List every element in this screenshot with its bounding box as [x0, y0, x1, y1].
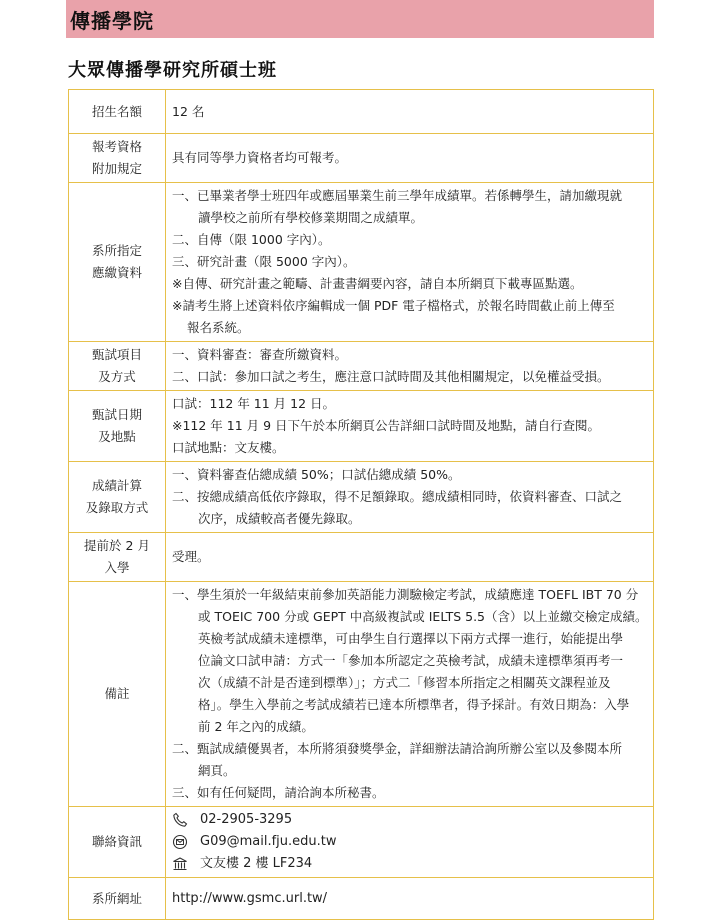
table-row-exam-items — [69, 342, 654, 391]
row-label: 備註 — [69, 582, 166, 807]
row-value: 一、資料審查：審查所繳資料。 二、口試：參加口試之考生，應注意口試時間及其他相關規定，以免權益受損。 — [166, 342, 654, 391]
table-row-notes — [69, 582, 654, 807]
row-label: 成績計算 及錄取方式 — [69, 462, 166, 533]
college-header — [66, 0, 654, 38]
row-label: 系所網址 — [69, 878, 166, 920]
row-value: 具有同等學力資格者均可報考。 — [166, 134, 654, 183]
email-icon — [172, 834, 188, 850]
building-icon — [172, 856, 188, 872]
phone-icon — [172, 812, 188, 828]
table-row-eligibility — [69, 134, 654, 183]
table-row-early-entry — [69, 533, 654, 582]
row-label: 甄試項目 及方式 — [69, 342, 166, 391]
row-label: 提前於 2 月 入學 — [69, 533, 166, 582]
row-value: 受理。 — [166, 533, 654, 582]
row-value: 12 名 — [166, 90, 654, 134]
row-label: 系所指定 應繳資料 — [69, 183, 166, 342]
table-row-exam-date — [69, 391, 654, 462]
row-label: 報考資格 附加規定 — [69, 134, 166, 183]
row-value — [166, 807, 654, 878]
row-label: 聯絡資訊 — [69, 807, 166, 878]
program-title: 大眾傳播學研究所碩士班 — [68, 60, 277, 81]
table-row-grading — [69, 462, 654, 533]
row-value — [166, 878, 654, 920]
contact-phone: 02-2905-3295 — [172, 809, 647, 831]
row-value: 口試：112 年 11 月 12 日。 ※112 年 11 月 9 日下午於本所網頁公告詳細口試時間及地點，請自行查閱。 口試地點：文友樓。 — [166, 391, 654, 462]
row-label: 招生名額 — [69, 90, 166, 134]
table-row-quota — [69, 90, 654, 134]
row-value: 一、已畢業者學士班四年或應屆畢業生前三學年成績單。若係轉學生，請加繳現就 讀學校之前所有學校修業期間之成績單。 二、自傳（限 1000 字內）。 三、研究計畫（限 5000 字內）。 ※自傳、研究計畫之範疇、計畫書綱要內容，請自本所網頁下載專區點選。 ※請考生將上述資料依序編輯成一個 PDF 電子檔格式，於報名時間截止前上傳至 報名系統。 — [166, 183, 654, 342]
row-label: 甄試日期 及地點 — [69, 391, 166, 462]
row-value: 一、學生須於一年級結束前參加英語能力測驗檢定考試，成績應達 TOEFL IBT 70 分 或 TOEIC 700 分或 GEPT 中高級複試或 IELTS 5.5（含）以上並繳交檢定成績。 英檢考試成績未達標準，可由學生自行選擇以下兩方式擇一進行，始能提出學 位論文口試申請：方式一「參加本所認定之英檢考試，成績未達標準須再考一 次（成績不計是否達到標準）」；方式二「修習本所指定之相關英文課程並及 格」。學生入學前之考試成績若已達本所標準者，得予採計。有效日期為：入學 前 2 年之內的成績。 二、甄試成績優異者，本所將須發獎學金，詳細辦法請洽詢所辦公室以及參閱本所 網頁。 三、如有任何疑問，請洽詢本所秘書。 — [166, 582, 654, 807]
contact-address: 文友樓 2 樓 LF234 — [172, 853, 647, 875]
website-link[interactable]: http://www.gsmc.url.tw/ — [172, 891, 328, 906]
row-value: 一、資料審查佔總成績 50%；口試佔總成績 50%。 二、按總成績高低依序錄取，得不足額錄取。總成績相同時，依資料審查、口試之 次序，成績較高者優先錄取。 — [166, 462, 654, 533]
college-title: 傳播學院 — [70, 9, 154, 33]
table-row-contact — [69, 807, 654, 878]
admission-info-table — [68, 89, 654, 920]
contact-email: G09@mail.fju.edu.tw — [172, 831, 647, 853]
table-row-website — [69, 878, 654, 920]
table-row-documents — [69, 183, 654, 342]
